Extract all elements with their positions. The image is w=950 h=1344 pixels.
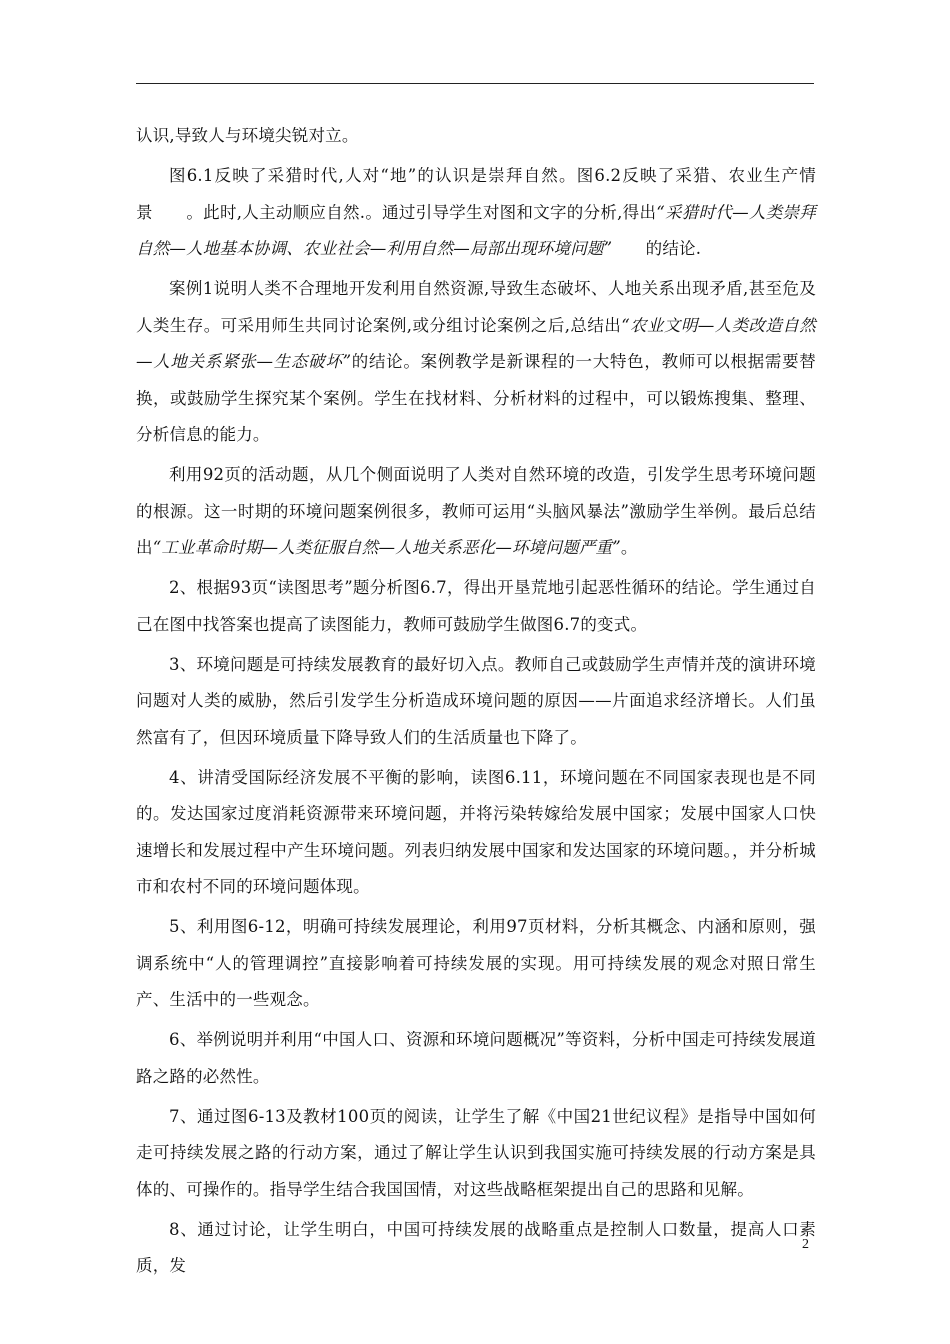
paragraph-continuation: 认识,导致人与环境尖锐对立。 (136, 126, 359, 145)
paragraph-text: 的结论。案例教学是新课程的一大特色，教师可以根据需要替换，或鼓励学生探究某个案例。学生在找材料、分析材料的过程中，可以锻炼搜集、整理、分析信息的能力。 (136, 352, 816, 444)
paragraph-figure-6-1 (136, 158, 816, 268)
paragraph-text: 。 (620, 538, 638, 557)
paragraph-item-2: 2、根据93页“读图思考”题分析图6.7，得出开垦荒地引起恶性循环的结论。学生通过自己在图中找答案也提高了读图能力，教师可鼓励学生做图6.7的变式。 (136, 578, 816, 634)
paragraph-item-7: 7、通过图6-13及教材100页的阅读，让学生了解《中国21世纪议程》是指导中国如何走可持续发展之路的行动方案，通过了解让学生认识到我国实施可持续发展的行动方案是具体的、可操作的。指导学生结合我国国情，对这些战略框架提出自己的思路和见解。 (136, 1106, 816, 1199)
paragraph-item-3: 3、环境问题是可持续发展教育的最好切入点。教师自己或鼓励学生声情并茂的演讲环境问题对人类的威胁，然后引发学生分析造成环境问题的原因——片面追求经济增长。人们虽然富有了，但因环境质量下降导致人们的生活质量也下降了。 (136, 654, 816, 747)
paragraph-text: 利用92页的活动题，从几个侧面说明了人类对自然环境的改造，引发学生思考环境问题的根源。这一时期的环境问题案例很多，教师可运用“头脑风暴法”激励学生举例。最后总结出 (136, 465, 816, 557)
page-number: 2 (802, 1237, 809, 1252)
paragraph-item-4: 4、讲清受国际经济发展不平衡的影响，读图6.11，环境问题在不同国家表现也是不同的。发达国家过度消耗资源带来环境问题，并将污染转嫁给发展中国家；发展中国家人口快速增长和发展过程中产生环境问题。列表归纳发展中国家和发达国家的环境问题。，并分析城市和农村不同的环境问题体现。 (136, 767, 816, 896)
paragraph-text: 的结论. (612, 239, 702, 258)
italic-conclusion: “工业革命时期—人类征服自然—人地关系恶化—环境问题严重” (152, 538, 621, 557)
paragraph-activity-92 (136, 457, 816, 567)
paragraph-item-6: 6、举例说明并利用“中国人口、资源和环境问题概况”等资料，分析中国走可持续发展道路之路的必然性。 (136, 1030, 816, 1086)
header-rule (136, 83, 814, 84)
paragraph-item-5: 5、利用图6-12，明确可持续发展理论，利用97页材料，分析其概念、内涵和原则，强调系统中“人的管理调控”直接影响着可持续发展的实现。用可持续发展的观念对照日常生产、生活中的一些观念。 (136, 917, 816, 1009)
document-body (136, 118, 816, 1288)
paragraph-text: 图6.1反映了采猎时代,人对“地”的认识是崇拜自然。图6.2反映了采猎、农业生产情景 。此时,人主动顺应自然.。通过引导学生对图和文字的分析,得出 (136, 166, 816, 222)
italic-conclusion: “采猎时代—人类崇拜自然—人地基本协调、农业社会—利用自然—局部出现环境问题” (136, 202, 816, 258)
paragraph-text: 案例1说明人类不合理地开发利用自然资源,导致生态破坏、人地关系出现矛盾,甚至危及人类生存。可采用师生共同讨论案例,或分组讨论案例之后,总结出 (136, 279, 816, 335)
paragraph-item-8: 8、通过讨论，让学生明白，中国可持续发展的战略重点是控制人口数量，提高人口素质，发 (136, 1219, 816, 1275)
italic-conclusion: “农业文明—人类改造自然—人地关系紧张—生态破坏” (136, 315, 816, 371)
paragraph-case-1 (136, 271, 816, 454)
